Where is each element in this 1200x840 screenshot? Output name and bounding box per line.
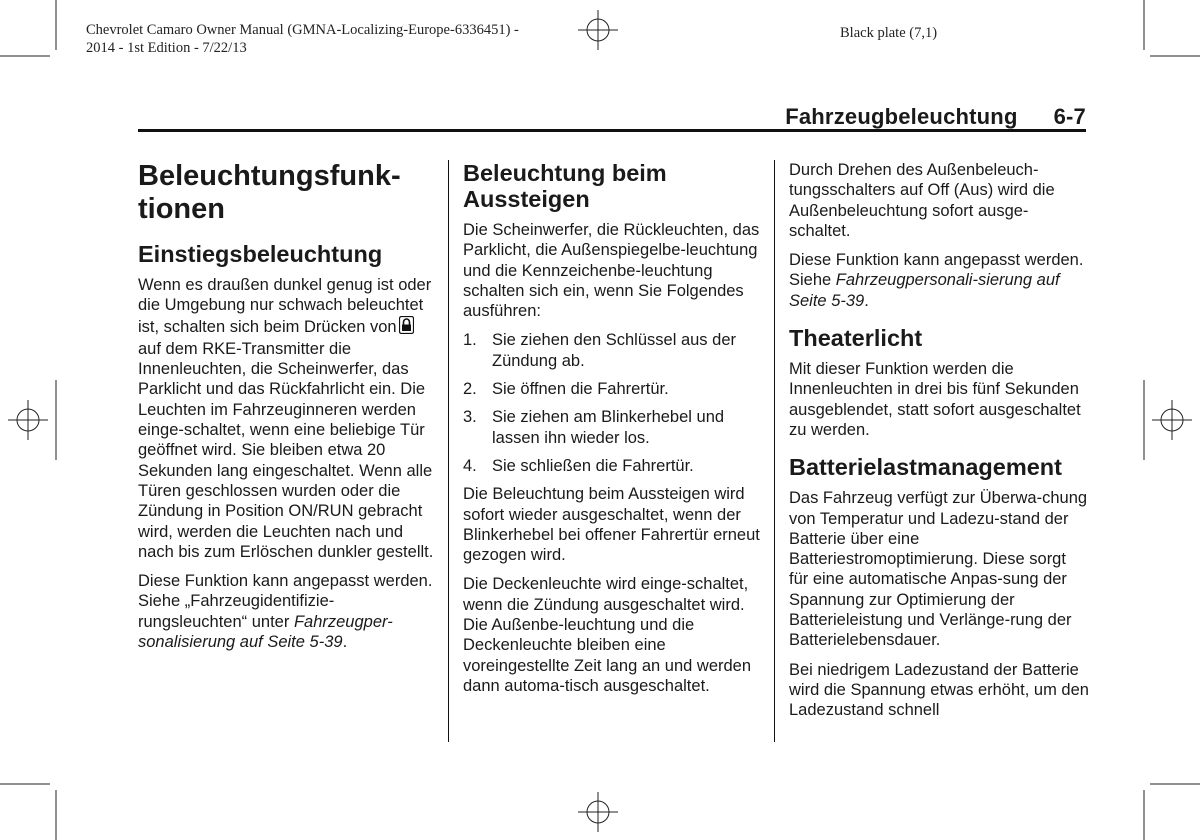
cross-reference-link[interactable]: Fahrzeugper-sonalisierung auf Seite 5-39	[138, 612, 393, 652]
running-header	[785, 104, 1086, 130]
list-item: 4. Sie schließen die Fahrertür.	[463, 456, 694, 475]
subheading-entry-lighting: Einstiegsbeleuchtung	[138, 241, 383, 267]
list-item: 2. Sie öffnen die Fahrertür.	[463, 380, 669, 399]
paragraph-entry-lighting: Wenn es draußen dunkel genug ist oder die Umgebung nur schwach beleuchtet ist, schalten sich beim Drücken vonauf dem RKE-Transmitter die Innenleuchten, die Scheinwerfer, das Parklicht und das Rückfahrlicht ein. Die Leuchten im Fahrzeuginneren werden einge-schaltet, wenn eine beliebige Tür geöffnet wird. Sie bleiben etwa 20 Sekunden lang eingeschaltet. Wenn alle Türen geschlossen wurden oder die Zündung in Position ON/RUN gebracht wird, werden die Leuchten nach und nach bis zum Erlöschen dunkler gestellt.	[138, 276, 434, 561]
registration-mark-top	[578, 10, 618, 50]
heading-battery-management: Batterielastmanagement	[789, 454, 1062, 481]
column-2	[463, 160, 763, 705]
paragraph-customize: Diese Funktion kann angepasst werden. Siehe „Fahrzeugidentifizie-rungsleuchten“ unter Fahrzeugper-sonalisierung auf Seite 5-39.	[138, 572, 433, 652]
column-divider-2	[774, 160, 775, 742]
registration-mark-right	[1152, 400, 1192, 440]
steps-list	[463, 330, 763, 476]
paragraph-exit-intro: Die Scheinwerfer, die Rückleuchten, das Parklicht, die Außenspiegelbe-leuchtung und die Kennzeichenbe-leuchtung schalten sich ein, wenn Sie Folgendes ausführen:	[463, 221, 760, 321]
registration-mark-left	[8, 400, 48, 440]
list-item: 3. Sie ziehen am Blinkerhebel und lassen ihn wieder los.	[463, 408, 725, 447]
header-rule	[138, 129, 1086, 132]
paragraph-ceiling-lamp: Die Deckenleuchte wird einge-schaltet, wenn die Zündung ausgeschaltet wird. Die Außenbe-leuchtung und die Deckenleuchte bleiben eine voreingestellte Zeit lang an und werden dann automa-tisch ausgeschaltet.	[463, 575, 752, 695]
paragraph-exit-off: Die Beleuchtung beim Aussteigen wird sofort wieder ausgeschaltet, wenn der Blinkerhebel bei offener Fahrertür erneut gezogen wird.	[463, 485, 760, 565]
column-divider-1	[448, 160, 449, 742]
main-heading: Beleuchtungsfunk- tionen	[138, 160, 401, 225]
paragraph-exterior-switch: Durch Drehen des Außenbeleuch-tungsschalters auf Off (Aus) wird die Außenbeleuchtung sofort ausge-schaltet.	[789, 161, 1055, 240]
registration-mark-bottom	[578, 792, 618, 832]
cross-reference-link[interactable]: Fahrzeugpersonali-sierung auf Seite 5-39	[789, 271, 1060, 310]
list-item: 1. Sie ziehen den Schlüssel aus der Zündung ab.	[463, 331, 736, 370]
column-3	[789, 160, 1089, 730]
paragraph-customize-2: Diese Funktion kann angepasst werden. Siehe Fahrzeugpersonali-sierung auf Seite 5-39.	[789, 251, 1084, 310]
page-number: 6-7	[1053, 104, 1086, 129]
paragraph-battery-1: Das Fahrzeug verfügt zur Überwa-chung von Temperatur und Ladezu-stand der Batterie über eine Batteriestromoptimierung. Diese sorgt für eine automatische Anpas-sung der Spannung zur Optimierung der Batterieleistung und Verlänge-rung der Batterielebensdauer.	[789, 489, 1088, 650]
section-title: Fahrzeugbeleuchtung	[785, 104, 1018, 129]
paragraph-theater-light: Mit dieser Funktion werden die Innenleuchten in drei bis fünf Sekunden ausgeblendet, statt sofort ausgeschaltet zu werden.	[789, 360, 1081, 439]
heading-exit-lighting: Beleuchtung beim Aussteigen	[463, 160, 667, 212]
lock-icon	[399, 316, 414, 339]
paragraph-battery-2: Bei niedrigem Ladezustand der Batterie wird die Spannung etwas erhöht, um den Ladezustand schnell	[789, 660, 1089, 720]
plate-header-right: Black plate (7,1)	[840, 25, 938, 41]
plate-header-line1: Chevrolet Camaro Owner Manual (GMNA-Localizing-Europe-6336451) -	[86, 22, 519, 38]
plate-header-line2: 2014 - 1st Edition - 7/22/13	[86, 40, 247, 56]
plate-header-left	[86, 21, 519, 57]
column-1	[138, 160, 438, 661]
heading-theater-light: Theaterlicht	[789, 325, 923, 352]
